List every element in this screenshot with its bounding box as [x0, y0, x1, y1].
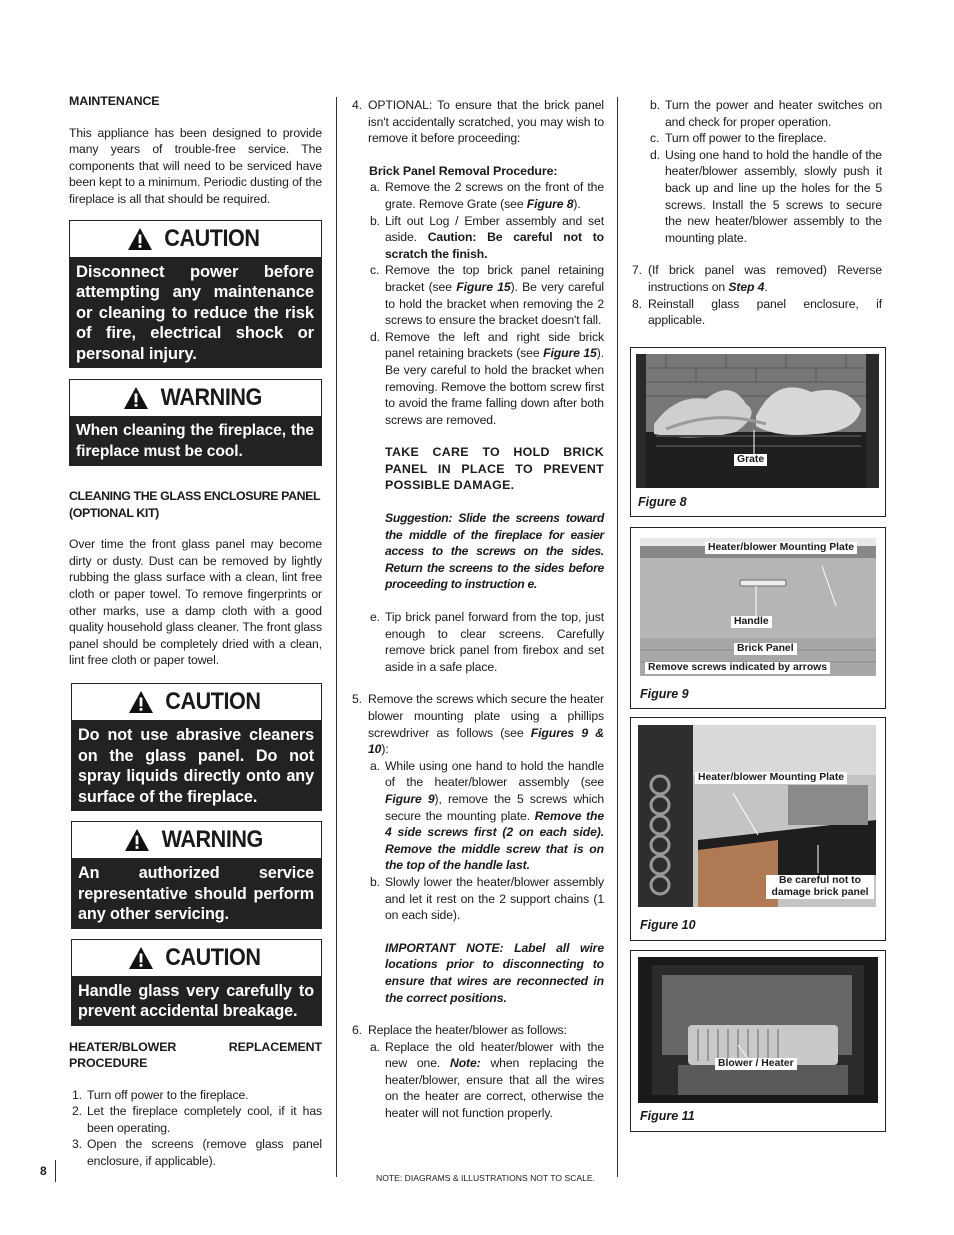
maintenance-text: This appliance has been designed to provide many years of trouble-free service. The components that will need to be serviced have been kept to a minimum. Periodic dusting of the fireplace is all that should be required. [69, 125, 322, 206]
figure-11 [630, 950, 886, 1132]
scale-note: NOTE: DIAGRAMS & ILLUSTRATIONS NOT TO SCALE. [376, 1173, 596, 1183]
step-4c: c. Remove the top brick panel retaining bracket (see Figure 15). Be very careful to hold the bracket when removing the 2 screws to ensure the bracket doesn't fall. [370, 263, 604, 328]
page-edge-line [55, 1160, 56, 1182]
list-item: 3. Open the screens (remove glass panel enclosure, if applicable). [72, 1137, 322, 1169]
step-5b: b. Slowly lower the heater/blower assembly and let it rest on the 2 support chains (1 on each side). [370, 874, 604, 923]
warning-triangle-icon [127, 227, 153, 251]
column-divider-left [336, 97, 337, 1177]
brick-panel-heading: Brick Panel Removal Procedure: [369, 163, 558, 178]
careful-brick-label: Be careful not to damage brick panel [766, 875, 874, 899]
mounting-plate-illustration [640, 538, 876, 676]
step-5: 5. Remove the screws which secure the heater blower mounting plate using a phillips screwdriver as follows (see Figures 9 & 10): [352, 692, 604, 757]
warning-box-1-text: When cleaning the fireplace, the fireplace must be cool. [70, 416, 321, 465]
cleaning-heading: CLEANING THE GLASS ENCLOSURE PANEL (OPTIONAL KIT) [69, 489, 320, 520]
important-note: IMPORTANT NOTE: Label all wire locations prior to disconnecting to ensure that wires are reconnected in the correct positions. [385, 940, 604, 1005]
step-6b: b. Turn the power and heater switches on and check for proper operation. [650, 98, 882, 129]
caution-box-3-text: Handle glass very carefully to prevent accidental breakage. [72, 976, 321, 1025]
cleaning-text: Over time the front glass panel may become dirty or dusty. Dust can be removed by lightly rubbing the glass surface with a clean, lint free cloth or paper towel. To remove fingerprints or other marks, use a damp cloth with a good quality household glass cleaner. The front glass panel should be completely dried with a clean, lint free cloth or paper towel. [69, 537, 322, 668]
figure-11-caption: Figure 11 [640, 1109, 695, 1123]
warning-box-2-title: WARNING [161, 826, 264, 853]
handle-label: Handle [731, 616, 772, 628]
mounting-plate-label: Heater/blower Mounting Plate [695, 772, 847, 784]
step-4: 4. OPTIONAL: To ensure that the brick panel isn't accidentally scratched, you may wish to remove it before proceeding: [352, 98, 604, 146]
figure-10-photo [638, 725, 876, 907]
caution-box-3 [71, 939, 322, 1026]
warning-triangle-icon [123, 386, 149, 410]
page-number: 8 [40, 1164, 47, 1178]
figure-10 [630, 717, 886, 941]
take-care-notice: TAKE CARE TO HOLD BRICK PANEL IN PLACE TO PREVENT POSSIBLE DAMAGE. [385, 445, 604, 493]
step-4e: e. Tip brick panel forward from the top, just enough to clear screens. Carefully remove brick panel from firebox and set aside in a safe place. [370, 610, 604, 674]
step-4d: d. Remove the left and right side brick panel retaining brackets (see Figure 15). Be very careful to hold the bracket when removing. Remove the bottom screw first to avoid the frame falling down after both screws are removed. [370, 329, 604, 427]
grate-label: Grate [734, 454, 767, 466]
left-column [69, 93, 322, 1170]
figure-11-photo [638, 957, 878, 1103]
step-6: 6. Replace the heater/blower as follows: [352, 1023, 567, 1038]
figure-8-caption: Figure 8 [638, 495, 687, 509]
middle-column [352, 97, 604, 1122]
caution-box-3-title: CAUTION [164, 943, 261, 971]
caution-box-1-text: Disconnect power before attempting any maintenance or cleaning to reduce the risk of fire, electrical shock or personal injury. [70, 257, 321, 368]
caution-box-1-header [70, 221, 321, 257]
figure-8-photo [636, 354, 879, 488]
figure-9-caption: Figure 9 [640, 687, 689, 701]
step-8: 8. Reinstall glass panel enclosure, if applicable. [632, 296, 882, 328]
step-4a: a. Remove the 2 screws on the front of the grate. Remove Grate (see Figure 8). [370, 180, 604, 211]
caution-box-1 [69, 220, 322, 369]
list-item: 1. Turn off power to the fireplace. [72, 1087, 249, 1102]
warning-box-1 [69, 379, 322, 466]
step-4b: b. Lift out Log / Ember assembly and set aside. Caution: Be careful not to scratch the finish. [370, 213, 604, 261]
step-7: 7. (If brick panel was removed) Reverse instructions on Step 4. [632, 263, 882, 294]
warning-box-1-title: WARNING [160, 384, 263, 412]
column-divider-right [617, 97, 618, 1177]
warning-box-1-header [70, 380, 321, 416]
maintenance-heading: MAINTENANCE [69, 94, 160, 108]
caution-box-3-header [72, 940, 321, 976]
figure-9-photo [640, 538, 876, 676]
caution-box-2-header [72, 684, 321, 720]
remove-screws-label: Remove screws indicated by arrows [645, 662, 830, 674]
caution-box-2-title: CAUTION [164, 688, 261, 715]
warning-box-2 [71, 821, 322, 929]
heater-steps-list [69, 1087, 322, 1170]
warning-triangle-icon [124, 828, 150, 852]
blower-heater-illustration [638, 957, 878, 1103]
step-5a: a. While using one hand to hold the handle of the heater/blower assembly (see Figure 9), remove the 5 screws which secure the mounting plate. Remove the 4 side screws first (2 on each side). Remove the middle screw that is on the top of the handle last. [370, 758, 605, 873]
warning-triangle-icon [128, 946, 154, 970]
warning-triangle-icon [128, 690, 154, 714]
warning-box-2-text: An authorized service representative should perform any other servicing. [72, 858, 321, 928]
grate-logs-illustration [636, 354, 879, 488]
list-item: 2. Let the fireplace completely cool, if it has been operating. [72, 1104, 322, 1135]
blower-heater-label: Blower / Heater [715, 1058, 797, 1070]
brick-panel-label: Brick Panel [734, 643, 797, 655]
mounting-plate-label: Heater/blower Mounting Plate [705, 542, 857, 554]
caution-box-1-title: CAUTION [163, 224, 260, 252]
step-6d: d. Using one hand to hold the handle of the heater/blower assembly, slowly push it back up and line up the holes for the 5 screws. Install the 5 screws to secure the new heater/blower assembly to the mounting plate. [650, 147, 882, 245]
heater-replacement-heading: HEATER/BLOWER REPLACEMENT PROCEDURE [69, 1039, 322, 1071]
suggestion-notice: Suggestion: Slide the screens toward the middle of the fireplace for easier access to the screws on the sides. Return the screens to the sides before proceeding to instruction e. [385, 511, 604, 592]
caution-box-2-text: Do not use abrasive cleaners on the glass panel. Do not spray liquids directly onto any surface of the fireplace. [72, 720, 321, 810]
right-column [632, 97, 882, 329]
step-6a: a. Replace the old heater/blower with the new one. Note: when replacing the heater/blower, ensure that all the wires on the heater are correct, otherwise the heater will not function properly. [370, 1039, 605, 1121]
figure-9 [630, 527, 886, 709]
figure-10-caption: Figure 10 [640, 918, 696, 932]
caution-box-2 [71, 683, 322, 811]
figure-8 [630, 347, 886, 517]
warning-box-2-header [72, 822, 321, 858]
step-6c: c. Turn off power to the fireplace. [650, 131, 827, 146]
